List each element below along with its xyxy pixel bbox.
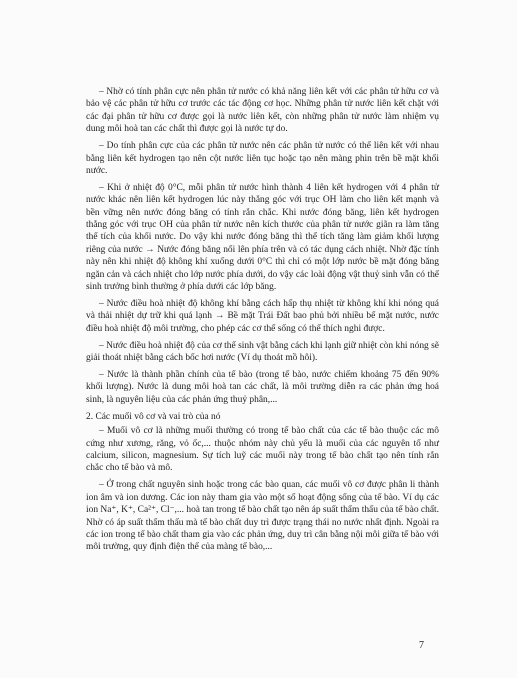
paragraph-body-temperature: – Nước điều hoà nhiệt độ của cơ thể sinh vật bằng cách khi lạnh giữ nhiệt còn khi nóng sẽ giải thoát nhiệt bằng cách bốc hơi nước (Ví dụ thoát mồ hôi). [86, 340, 439, 364]
paragraph-inorganic-salts: – Muối vô cơ là những muối thường có trong tế bào chất của các tế bào thuộc các mô cứng như xương, răng, vỏ ốc,... thuộc nhóm này chủ yếu là muối của các nguyên tố như calcium, silicon, magnesium. Sự tích luỹ các muối này trong tế bào chất tạo nên tính rắn chắc cho tế bào và mô. [86, 426, 439, 474]
paragraph-water-polarity: – Nhờ có tính phân cực nên phân tử nước có khả năng liên kết với các phân tử hữu cơ và bảo vệ các phân tử hữu cơ trước các tác động cơ học. Những phân tử nước liên kết chặt với các đại phân tử hữu cơ được gọi là nước liên kết, còn những phân tử nước làm nhiệm vụ dung môi hoà tan các chất thì được gọi là nước tự do. [86, 87, 439, 135]
section-heading: 2. Các muối vô cơ và vai trò của nó [86, 411, 221, 422]
paragraph-hydrogen-bonds: – Do tính phân cực của các phân tử nước nên các phân tử nước có thể liên kết với nhau bằng liên kết hydrogen tạo nên cột nước liên tục hoặc tạo nên màng phin trên bề mặt khối nước. [86, 141, 439, 176]
paragraph-cell-component: – Nước là thành phần chính của tế bào (trong tế bào, nước chiếm khoảng 75 đến 90% khối lượng). Nước là dung môi hoà tan các chất, là môi trường diễn ra các phản ứng hoá sinh, là nguyên liệu của các phản ứng thuỷ phân,... [86, 370, 439, 405]
page-number: 7 [419, 640, 424, 651]
paragraph-ions: – Ở trong chất nguyên sinh hoặc trong các bào quan, các muối vô cơ được phân li thành ion âm và ion dương. Các ion này tham gia vào một số hoạt động sống của tế bào. Ví dụ các ion Na⁺, K⁺, Ca²⁺, Cl⁻,... hoà tan trong tế bào chất tạo nên áp suất thẩm thấu của tế bào chất. Nhờ có áp suất thẩm thấu mà tế bào chất duy trì được trạng thái no nước nhất định. Ngoài ra các ion trong tế bào chất tham gia vào các phản ứng, duy trì cân bằng nội môi giữa tế bào với môi trường, quy định điện thế của màng tế bào,... [86, 480, 439, 553]
body-text [86, 86, 439, 558]
paragraph-freezing: – Khi ở nhiệt độ 0°C, mỗi phân tử nước hình thành 4 liên kết hydrogen với 4 phân tử nước khác nên liên kết hydrogen lúc này thẳng góc với trục OH làm cho liên kết mạnh và bền vững nên nước đóng băng có tính rắn chắc. Khi nước đóng băng, liên kết hydrogen thẳng góc với trục OH của phân tử nước nên kích thước của phân tử nước giãn ra làm tăng thể tích của khối nước. Do vậy khi nước đóng băng thì thể tích tăng làm giảm khối lượng riêng của nước → Nước đóng băng nổi lên phía trên và có tác dụng cách nhiệt. Nhờ đặc tính này nên khi nhiệt độ không khí xuống dưới 0°C thì chỉ có một lớp nước bề mặt đóng băng ngăn cản và cách nhiệt cho lớp nước phía dưới, do vậy các loài động vật thuỷ sinh vẫn có thể sinh trưởng bình thường ở phía dưới các lớp băng. [86, 182, 439, 293]
paragraph-air-temperature: – Nước điều hoà nhiệt độ không khí bằng cách hấp thụ nhiệt từ không khí khi nóng quá và thải nhiệt dự trữ khi quá lạnh → Bề mặt Trái Đất bao phủ bởi nhiều bể mặt nước, nước điều hoà nhiệt độ môi trường, cho phép các cơ thể sống có thể thích nghi được. [86, 299, 439, 334]
